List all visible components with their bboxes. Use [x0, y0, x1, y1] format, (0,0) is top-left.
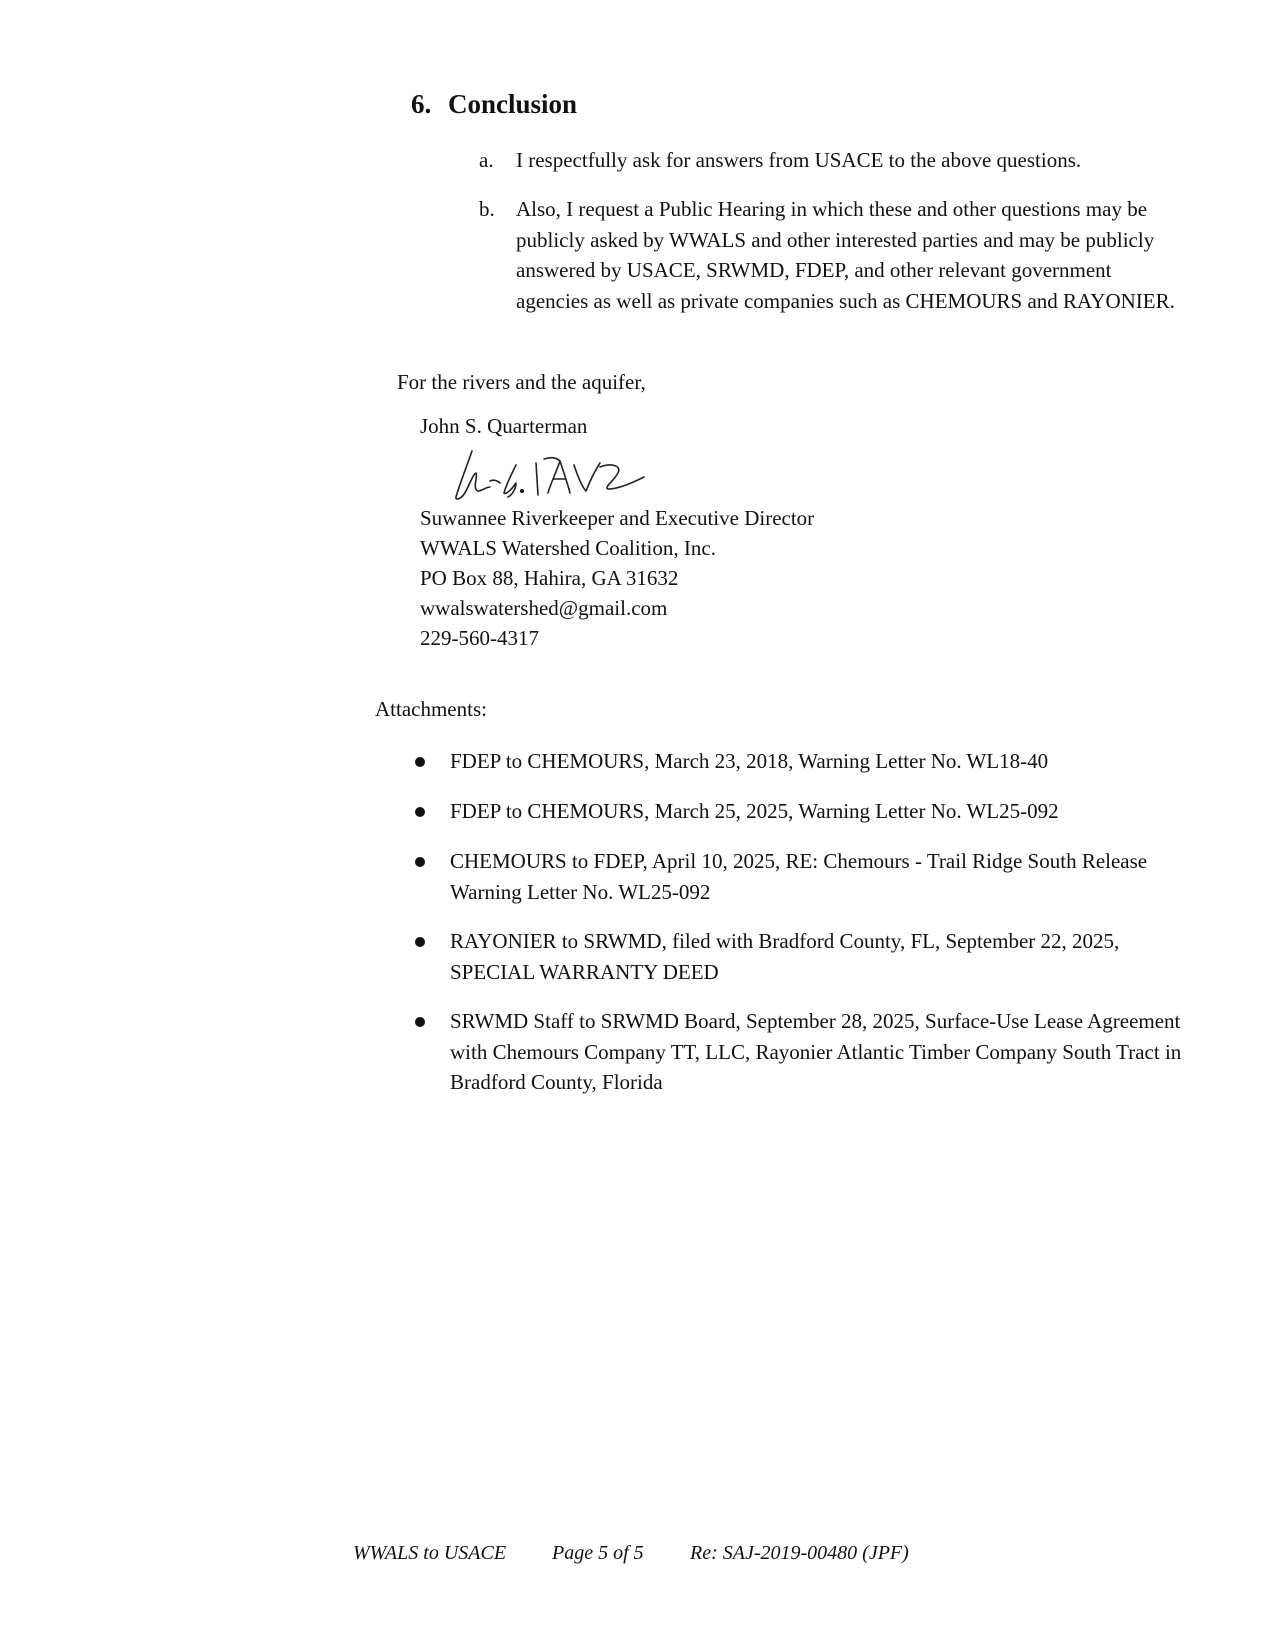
attachment-text: FDEP to CHEMOURS, March 23, 2018, Warning Letter No. WL18-40	[450, 749, 1049, 773]
attachment-text: FDEP to CHEMOURS, March 25, 2025, Warning Letter No. WL25-092	[450, 799, 1059, 823]
signatory-phone: 229-560-4317	[420, 626, 539, 650]
signatory-details	[420, 503, 814, 653]
signatory-email: wwalswatershed@gmail.com	[420, 596, 668, 620]
handwritten-signature	[450, 443, 650, 505]
section-title: Conclusion	[448, 89, 578, 119]
signatory-name: John S. Quarterman	[420, 414, 588, 438]
signatory-address: PO Box 88, Hahira, GA 31632	[420, 566, 679, 590]
bullet-icon	[415, 937, 425, 947]
closing-line: For the rivers and the aquifer,	[397, 370, 646, 394]
signatory-organization: WWALS Watershed Coalition, Inc.	[420, 536, 716, 560]
item-marker: b.	[479, 197, 495, 221]
attachment-text: SRWMD Staff to SRWMD Board, September 28, 2025, Surface-Use Lease Agreement with Chemours Company TT, LLC, Rayonier Atlantic Timber Company South Tract in Bradford County, Florida	[450, 1009, 1182, 1094]
attachments-label: Attachments:	[375, 697, 487, 721]
section-number: 6.	[411, 89, 432, 119]
item-text: I respectfully ask for answers from USACE to the above questions.	[516, 148, 1082, 172]
item-marker: a.	[479, 148, 494, 172]
bullet-icon	[415, 1017, 425, 1027]
signatory-title: Suwannee Riverkeeper and Executive Director	[420, 506, 815, 530]
bullet-icon	[415, 807, 425, 817]
attachment-text: CHEMOURS to FDEP, April 10, 2025, RE: Chemours - Trail Ridge South Release Warning Letter No. WL25-092	[450, 849, 1148, 904]
footer-left: WWALS to USACE	[353, 1542, 507, 1564]
bullet-icon	[415, 857, 425, 867]
bullet-icon	[415, 757, 425, 767]
item-text: Also, I request a Public Hearing in which these and other questions may be publicly asked by WWALS and other interested parties and may be publicly answered by USACE, SRWMD, FDEP, and other relevant government agencies as well as private companies such as CHEMOURS and RAYONIER.	[516, 197, 1175, 313]
footer-reference: Re: SAJ-2019-00480 (JPF)	[690, 1542, 909, 1564]
attachment-text: RAYONIER to SRWMD, filed with Bradford County, FL, September 22, 2025, SPECIAL WARRANTY DEED	[450, 929, 1120, 984]
section-heading	[411, 89, 577, 120]
footer-page-number: Page 5 of 5	[552, 1542, 644, 1564]
